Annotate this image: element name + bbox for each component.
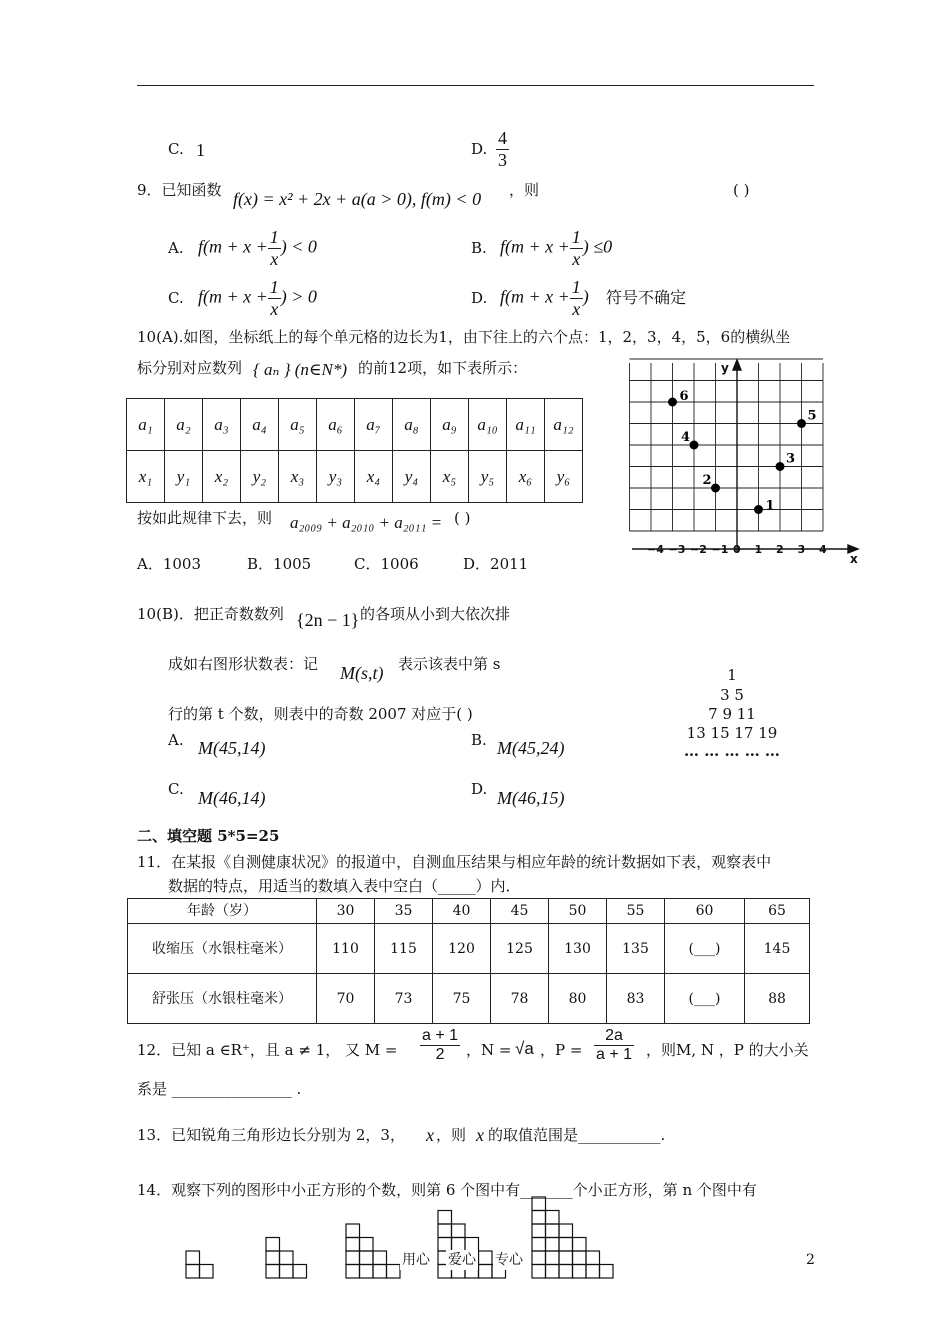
footer-motto-2: 爱心 (448, 1252, 476, 1268)
point-6 (668, 398, 677, 407)
q10a-option-c: C．1006 (354, 555, 419, 573)
x-tick-label: −3 (668, 543, 686, 556)
table-cell: y₆ (545, 451, 583, 503)
point-label: 5 (807, 408, 817, 424)
table-cell: a₁₀ (469, 399, 507, 451)
staircase-figure (266, 1238, 307, 1279)
table-cell: 70 (317, 974, 375, 1024)
table-cell: y₃ (317, 451, 355, 503)
table-cell: 83 (607, 974, 665, 1024)
footer-motto-3: 专心 (495, 1252, 523, 1268)
q10b-b-expr: M(45,24) (497, 738, 565, 758)
table-cell: 120 (433, 924, 491, 974)
q12-n-part: ，N = (466, 1041, 512, 1059)
q14-text: 14．观察下列的图形中小正方形的个数，则第 6 个图中有_______个小正方形，第 n 个图中有 (137, 1181, 757, 1199)
q10a-answer-paren: ( ) (454, 509, 471, 527)
table-cell: a₈ (393, 399, 431, 451)
q9-stem: 9．已知函数 (137, 181, 222, 199)
q10b-b-label: B. (471, 731, 487, 749)
table-cell: a₁₂ (545, 399, 583, 451)
x-tick-label: 1 (754, 543, 763, 556)
triangle-row: … … … … … (684, 742, 780, 760)
q10a-sum-expr: a₂₀₀₉ + a₂₀₁₀ + a₂₀₁₁ = (290, 513, 443, 532)
table-cell: 88 (745, 974, 810, 1024)
table-cell: x₆ (507, 451, 545, 503)
table-cell: a₄ (241, 399, 279, 451)
x-tick-label: 3 (797, 543, 806, 556)
q9-then: ，则 (509, 181, 540, 199)
table-cell: a₁₁ (507, 399, 545, 451)
q9-d-label: D. (471, 289, 488, 307)
table-cell: a₁ (127, 399, 165, 451)
q10b-a-label: A. (168, 731, 184, 749)
q12-line2: 系是 ________________ . (137, 1080, 302, 1098)
table-cell: y₄ (393, 451, 431, 503)
y-axis-label: y (721, 361, 729, 375)
x-tick-label: 0 (733, 543, 741, 556)
q9-function: f(x) = x² + 2x + a(a > 0), f(m) < 0 (233, 189, 482, 209)
q12-pre: 12．已知 a ∈R⁺，且 a ≠ 1， 又 M = (137, 1041, 398, 1059)
q10b-line2-post: 表示该表中第 s (398, 655, 501, 673)
staircase-figure (532, 1197, 613, 1278)
q12-m-fraction: $\frac{a + 1}{2}$ (422, 1027, 459, 1063)
table-row (127, 399, 583, 451)
q13-post: 的取值范围是___________. (488, 1126, 666, 1144)
table-header-cell: 40 (433, 899, 491, 924)
table-cell: x₅ (431, 451, 469, 503)
table-header-cell: 年龄（岁） (128, 899, 317, 924)
x-tick-label: −1 (711, 543, 729, 556)
q10b-a-expr: M(45,14) (198, 738, 266, 758)
q12-p-fraction: $\frac{2a}{a + 1}$ (596, 1027, 633, 1063)
table-cell: 78 (491, 974, 549, 1024)
table-header-cell: 30 (317, 899, 375, 924)
point-5 (797, 419, 806, 428)
q9-d-tail: 符号不确定 (606, 288, 687, 307)
q10b-line2-pre: 成如右图形状数表：记 (168, 655, 319, 673)
blood-pressure-table (127, 898, 810, 1024)
table-row (128, 924, 810, 974)
x-tick-label: −2 (690, 543, 707, 556)
table-row (127, 451, 583, 503)
point-2 (711, 484, 720, 493)
table-cell: 125 (491, 924, 549, 974)
triangle-row: 7 9 11 (708, 705, 756, 723)
q8-c-value: 1 (196, 140, 205, 160)
q10a-line2-pre: 标分别对应数列 (137, 359, 243, 377)
q8-c-label: C. (168, 140, 184, 158)
q13-x: x (426, 1125, 434, 1145)
coordinate-graph (628, 358, 868, 573)
q11-line1: 11．在某报《自测健康状况》的报道中，自测血压结果与相应年龄的统计数据如下表，观察表中 (137, 853, 772, 871)
point-label: 6 (679, 389, 689, 404)
table-header-cell: 60 (665, 899, 745, 924)
table-cell: a₅ (279, 399, 317, 451)
q12-n-expr: √a (515, 1039, 534, 1058)
table-row (128, 974, 810, 1024)
q13-x2: x (476, 1125, 484, 1145)
table-cell: 145 (745, 924, 810, 974)
header-rule (137, 85, 814, 86)
q12-post: ，则M, N ，P 的大小关 (646, 1041, 809, 1059)
point-1 (754, 505, 763, 514)
table-row-label: 收缩压（水银柱毫米） (128, 924, 317, 974)
table-cell: a₃ (203, 399, 241, 451)
q11-line2: 数据的特点，用适当的数填入表中空白（_____）内． (168, 877, 521, 895)
q10b-c-expr: M(46,14) (198, 788, 266, 808)
page-number: 2 (806, 1252, 815, 1268)
q10b-line1-post: 的各项从小到大依次排 (360, 605, 511, 623)
q10b-line1-pre: 10(B)．把正奇数数列 (137, 605, 284, 623)
table-header-cell: 55 (607, 899, 665, 924)
q10a-line2-post: 的前12项，如下表所示： (358, 359, 528, 377)
table-header-cell: 50 (549, 899, 607, 924)
triangle-row: 1 (727, 666, 737, 684)
q10a-seq: { aₙ } (n∈N*) (253, 360, 347, 379)
table-cell: 73 (375, 974, 433, 1024)
q13-mid: ，则 (436, 1126, 467, 1144)
table-header-cell: 35 (375, 899, 433, 924)
point-label: 2 (702, 473, 712, 488)
table-row-label: 舒张压（水银柱毫米） (128, 974, 317, 1024)
q10a-option-b: B．1005 (247, 555, 312, 573)
q9-c-expr: f(m + x + $\frac{1}{x}$ ) > 0 (198, 277, 317, 319)
q9-c-label: C. (168, 289, 184, 307)
table-cell: 130 (549, 924, 607, 974)
q8-d-fraction: $\frac{4}{3}$ (498, 128, 507, 170)
odd-number-triangle (652, 666, 812, 760)
point-4 (690, 441, 699, 450)
x-tick-label: −4 (647, 543, 664, 556)
triangle-row: 3 5 (720, 686, 744, 704)
table-blank-cell: (___) (665, 924, 745, 974)
q10a-sequence-table (126, 398, 583, 503)
table-blank-cell: (___) (665, 974, 745, 1024)
table-row (128, 899, 810, 924)
x-tick-label: 4 (819, 543, 827, 556)
table-cell: 115 (375, 924, 433, 974)
table-cell: y₂ (241, 451, 279, 503)
table-cell: x₁ (127, 451, 165, 503)
point-label: 3 (786, 451, 796, 467)
triangle-row: 13 15 17 19 (686, 724, 778, 742)
q10b-c-label: C. (168, 780, 184, 798)
staircase-figure (186, 1251, 213, 1278)
point-3 (776, 462, 785, 471)
q10b-d-label: D. (471, 780, 488, 798)
q13-text: 13．已知锐角三角形边长分别为 2，3， (137, 1126, 405, 1144)
q10b-d-expr: M(46,15) (497, 788, 565, 808)
table-cell: x₂ (203, 451, 241, 503)
table-cell: y₅ (469, 451, 507, 503)
x-axis-label: x (850, 552, 858, 566)
y-axis-arrow (733, 360, 741, 370)
q9-b-expr: f(m + x + $\frac{1}{x}$ ) ≤0 (500, 227, 613, 269)
table-cell: 110 (317, 924, 375, 974)
footer-motto-1: 用心 (402, 1252, 430, 1268)
q9-b-label: B. (471, 239, 487, 257)
table-cell: a₆ (317, 399, 355, 451)
table-cell: a₇ (355, 399, 393, 451)
q10b-line3: 行的第 t 个数，则表中的奇数 2007 对应于( ) (168, 705, 473, 723)
table-cell: a₉ (431, 399, 469, 451)
q12-p-part: ，P = (540, 1041, 583, 1059)
q10a-option-a: A．1003 (137, 555, 202, 573)
q10b-m-expr: M(s,t) (340, 663, 384, 683)
q9-a-expr: f(m + x + $\frac{1}{x}$ ) < 0 (198, 227, 317, 269)
q9-a-label: A. (168, 239, 184, 257)
point-label: 4 (681, 430, 691, 445)
q10a-option-d: D．2011 (463, 555, 529, 573)
q8-d-label: D. (471, 140, 488, 158)
table-cell: y₁ (165, 451, 203, 503)
table-cell: 75 (433, 974, 491, 1024)
q9-d-expr: f(m + x + $\frac{1}{x}$ ) (500, 277, 589, 319)
table-header-cell: 45 (491, 899, 549, 924)
q10a-line1: 10(A).如图，坐标纸上的每个单元格的边长为1，由下往上的六个点：1，2，3，4，5，6的横纵坐 (137, 328, 791, 346)
table-header-cell: 65 (745, 899, 810, 924)
q10a-rule-text: 按如此规律下去，则 (137, 509, 273, 527)
x-tick-label: 2 (776, 543, 784, 556)
point-label: 1 (765, 498, 775, 514)
table-cell: 135 (607, 924, 665, 974)
q10b-seq: {2n − 1} (296, 610, 360, 630)
staircase-figure (346, 1224, 400, 1278)
table-cell: a₂ (165, 399, 203, 451)
table-cell: 80 (549, 974, 607, 1024)
table-cell: x₃ (279, 451, 317, 503)
section-title: 二、填空题 5*5=25 (137, 827, 280, 845)
table-cell: x₄ (355, 451, 393, 503)
q9-answer-paren: ( ) (733, 181, 750, 199)
